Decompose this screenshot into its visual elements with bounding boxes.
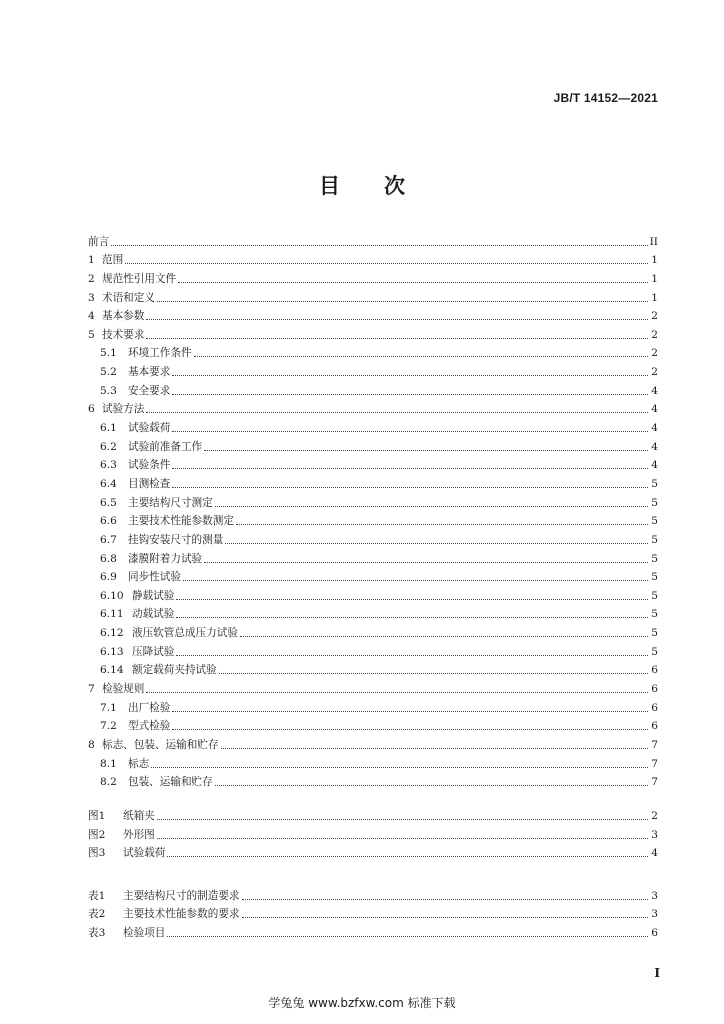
toc-entry-page: 1: [651, 254, 658, 267]
toc-entry-title: 主要技术性能参数测定: [128, 515, 234, 528]
dot-leader: [183, 579, 648, 581]
toc-entry[interactable]: [88, 715, 658, 734]
toc-entry-title: 标志: [128, 757, 150, 770]
toc-entry[interactable]: [88, 603, 658, 622]
toc-entry-number: 7: [88, 683, 95, 696]
toc-entry-title: 主要结构尺寸的制造要求: [123, 889, 240, 902]
toc-entry-number: 5.3: [100, 384, 117, 397]
toc-entry[interactable]: [88, 921, 658, 940]
toc-entry[interactable]: [88, 566, 658, 585]
dot-leader: [236, 523, 648, 525]
toc-entry-title: 主要结构尺寸测定: [128, 496, 213, 509]
toc-entry-title: 试验前准备工作: [128, 440, 203, 453]
toc-entry-title: 规范性引用文件: [102, 272, 177, 285]
toc-entry-title: 纸箱夹: [123, 809, 155, 822]
toc-entry-number: 8: [88, 738, 95, 751]
toc-entry-page: 5: [651, 552, 658, 565]
toc-main-list: [88, 230, 658, 789]
toc-entry-page: 5: [651, 533, 658, 546]
toc-entry[interactable]: [88, 842, 658, 861]
toc-entry-title: 技术要求: [102, 328, 145, 341]
toc-entry[interactable]: [88, 398, 658, 417]
toc-entry[interactable]: [88, 621, 658, 640]
toc-entry-title: 同步性试验: [128, 571, 181, 584]
toc-entry-number: 图1: [88, 809, 106, 822]
toc-entry[interactable]: [88, 360, 658, 379]
toc-entry-page: 4: [651, 459, 658, 472]
toc-entry-title: 环境工作条件: [128, 347, 192, 360]
toc-entry[interactable]: [88, 659, 658, 678]
toc-entry-page: 7: [651, 776, 658, 789]
dot-leader: [215, 505, 648, 507]
toc-entry-page: 5: [651, 645, 658, 658]
toc-entry-title: 挂钩安装尺寸的测量: [128, 533, 224, 546]
toc-entry-title: 基本要求: [128, 366, 171, 379]
toc-entry-number: 6.3: [100, 459, 117, 472]
toc-entry[interactable]: [88, 903, 658, 922]
dot-leader: [125, 262, 648, 264]
dot-leader: [146, 337, 648, 339]
toc-entry-title: 包装、运输和贮存: [128, 776, 213, 789]
dot-leader: [176, 654, 648, 656]
dot-leader: [157, 300, 648, 302]
toc-entry-number: 5.2: [100, 366, 117, 379]
toc-entry-page: 5: [651, 608, 658, 621]
toc-entry-number: 8.1: [100, 757, 117, 770]
toc-entry[interactable]: [88, 640, 658, 659]
toc-entry[interactable]: [88, 547, 658, 566]
toc-entry-page: 6: [651, 683, 658, 696]
toc-entry-number: 6.7: [100, 533, 117, 546]
toc-entry-number: 表3: [88, 927, 106, 940]
dot-leader: [146, 411, 648, 413]
toc-entry[interactable]: [88, 733, 658, 752]
dot-leader: [172, 710, 648, 712]
toc-entry-page: 7: [651, 738, 658, 751]
toc-entry-title: 压降试验: [132, 645, 175, 658]
toc-entry-title: 外形图: [123, 828, 155, 841]
toc-entry[interactable]: [88, 584, 658, 603]
toc-entry-title: 动载试验: [132, 608, 175, 621]
toc-entry[interactable]: [88, 323, 658, 342]
dot-leader: [167, 855, 648, 857]
toc-entry-page: 3: [651, 828, 658, 841]
dot-leader: [172, 430, 648, 432]
dot-leader: [219, 672, 648, 674]
toc-entry-title: 前言: [88, 235, 110, 248]
toc-entry-title: 试验方法: [102, 403, 145, 416]
footer-watermark: 学兔兔 www.bzfxw.com 标准下载: [268, 996, 456, 1010]
toc-entry-title: 范围: [102, 254, 124, 267]
toc-entry-title: 基本参数: [102, 310, 145, 323]
toc-entry-page: 1: [651, 272, 658, 285]
toc-entry-page: 4: [651, 403, 658, 416]
toc-entry[interactable]: [88, 510, 658, 529]
toc-entry-page: 5: [651, 571, 658, 584]
standard-code: JB/T 14152—2021: [553, 91, 658, 105]
dot-leader: [176, 598, 648, 600]
toc-entry[interactable]: [88, 416, 658, 435]
toc-entry-page: 4: [651, 422, 658, 435]
toc-entry-page: 5: [651, 589, 658, 602]
toc-entry[interactable]: [88, 752, 658, 771]
toc-entry-title: 试验载荷: [128, 422, 171, 435]
dot-leader: [194, 355, 648, 357]
toc-entry[interactable]: [88, 804, 658, 823]
dot-leader: [225, 542, 648, 544]
toc-entry-number: 6.13: [100, 645, 124, 658]
toc-entry-number: 6: [88, 403, 95, 416]
toc-entry-number: 7.2: [100, 720, 117, 733]
toc-entry-number: 7.1: [100, 701, 117, 714]
toc-entry[interactable]: [88, 267, 658, 286]
toc-entry-page: 2: [651, 366, 658, 379]
toc-entry-page: 5: [651, 477, 658, 490]
toc-entry-title: 型式检验: [128, 720, 171, 733]
toc-entry[interactable]: [88, 491, 658, 510]
toc-entry-title: 液压软管总成压力试验: [132, 627, 238, 640]
toc-entry[interactable]: [88, 454, 658, 473]
toc-entry[interactable]: [88, 342, 658, 361]
toc-entry-page: 2: [651, 310, 658, 323]
toc-entry-title: 检验规则: [102, 683, 145, 696]
dot-leader: [172, 393, 648, 395]
dot-leader: [242, 916, 648, 918]
toc-entry-title: 目测检查: [128, 477, 171, 490]
toc-entry-number: 6.2: [100, 440, 117, 453]
dot-leader: [176, 616, 648, 618]
toc-entry-page: 2: [651, 809, 658, 822]
dot-leader: [157, 818, 648, 820]
toc-entry-number: 6.11: [100, 608, 124, 621]
page-title: [0, 170, 724, 200]
toc-figure-list: [88, 804, 658, 860]
toc-entry-page: 3: [651, 889, 658, 902]
toc-entry-number: 5.1: [100, 347, 117, 360]
toc-entry-title: 试验条件: [128, 459, 171, 472]
dot-leader: [242, 898, 648, 900]
toc-entry-title: 术语和定义: [102, 291, 155, 304]
toc-entry[interactable]: [88, 249, 658, 268]
toc-entry-page: 4: [651, 440, 658, 453]
dot-leader: [172, 374, 648, 376]
dot-leader: [157, 837, 648, 839]
toc-entry-page: 2: [651, 347, 658, 360]
toc-entry[interactable]: [88, 286, 658, 305]
toc-entry[interactable]: [88, 472, 658, 491]
toc-entry-page: 7: [651, 757, 658, 770]
dot-leader: [146, 691, 648, 693]
toc-entry-page: 3: [651, 908, 658, 921]
dot-leader: [240, 635, 648, 637]
toc-entry-title: 出厂检验: [128, 701, 171, 714]
toc-entry-number: 1: [88, 254, 95, 267]
toc-entry-number: 6.12: [100, 627, 124, 640]
toc-entry[interactable]: [88, 379, 658, 398]
toc-entry-number: 图2: [88, 828, 106, 841]
toc-entry-number: 5: [88, 328, 95, 341]
toc-entry[interactable]: [88, 696, 658, 715]
toc-entry-title: 额定载荷夹持试验: [132, 664, 217, 677]
toc-entry-number: 2: [88, 272, 95, 285]
toc-entry-number: 3: [88, 291, 95, 304]
toc-entry-page: 5: [651, 515, 658, 528]
toc-entry-page: II: [649, 235, 658, 248]
dot-leader: [221, 747, 648, 749]
toc-entry-title: 主要技术性能参数的要求: [123, 908, 240, 921]
dot-leader: [111, 244, 647, 246]
dot-leader: [172, 728, 648, 730]
dot-leader: [204, 449, 648, 451]
toc-entry-page: 6: [651, 664, 658, 677]
toc-entry-number: 8.2: [100, 776, 117, 789]
toc-entry-title: 漆膜附着力试验: [128, 552, 203, 565]
dot-leader: [204, 561, 648, 563]
toc-entry[interactable]: [88, 435, 658, 454]
dot-leader: [167, 935, 648, 937]
toc-entry-page: 6: [651, 701, 658, 714]
toc-entry[interactable]: [88, 230, 658, 249]
toc-entry-number: 6.1: [100, 422, 117, 435]
toc-entry-page: 4: [651, 847, 658, 860]
toc-entry-number: 6.9: [100, 571, 117, 584]
toc-entry-number: 6.10: [100, 589, 124, 602]
toc-entry-title: 静载试验: [132, 589, 175, 602]
toc-entry-number: 表2: [88, 908, 106, 921]
dot-leader: [172, 467, 648, 469]
toc-entry-number: 图3: [88, 847, 106, 860]
toc-entry-number: 4: [88, 310, 95, 323]
toc-entry-number: 6.8: [100, 552, 117, 565]
dot-leader: [172, 486, 648, 488]
toc-entry-number: 6.14: [100, 664, 124, 677]
toc-entry[interactable]: [88, 305, 658, 324]
toc-entry[interactable]: [88, 528, 658, 547]
toc-entry[interactable]: [88, 771, 658, 790]
toc-entry-number: 6.4: [100, 477, 117, 490]
title-part-1: 目: [319, 174, 340, 198]
toc-entry-title: 检验项目: [123, 927, 166, 940]
toc-entry[interactable]: [88, 884, 658, 903]
table-of-contents: [88, 230, 658, 940]
toc-entry-number: 6.5: [100, 496, 117, 509]
dot-leader: [178, 281, 648, 283]
toc-entry-page: 6: [651, 927, 658, 940]
title-part-2: 次: [384, 174, 405, 198]
toc-entry-title: 标志、包装、运输和贮存: [102, 738, 219, 751]
toc-entry-page: 5: [651, 627, 658, 640]
toc-entry-page: 2: [651, 328, 658, 341]
toc-entry-page: 4: [651, 384, 658, 397]
dot-leader: [151, 766, 648, 768]
toc-entry-number: 表1: [88, 889, 106, 902]
toc-entry-title: 试验载荷: [123, 847, 166, 860]
dot-leader: [215, 784, 648, 786]
toc-entry[interactable]: [88, 823, 658, 842]
toc-entry-number: 6.6: [100, 515, 117, 528]
dot-leader: [146, 318, 648, 320]
toc-table-list: [88, 884, 658, 940]
toc-entry-page: 5: [651, 496, 658, 509]
toc-entry-page: 1: [651, 291, 658, 304]
page-number: I: [654, 966, 660, 980]
toc-entry[interactable]: [88, 677, 658, 696]
toc-entry-title: 安全要求: [128, 384, 171, 397]
toc-entry-page: 6: [651, 720, 658, 733]
